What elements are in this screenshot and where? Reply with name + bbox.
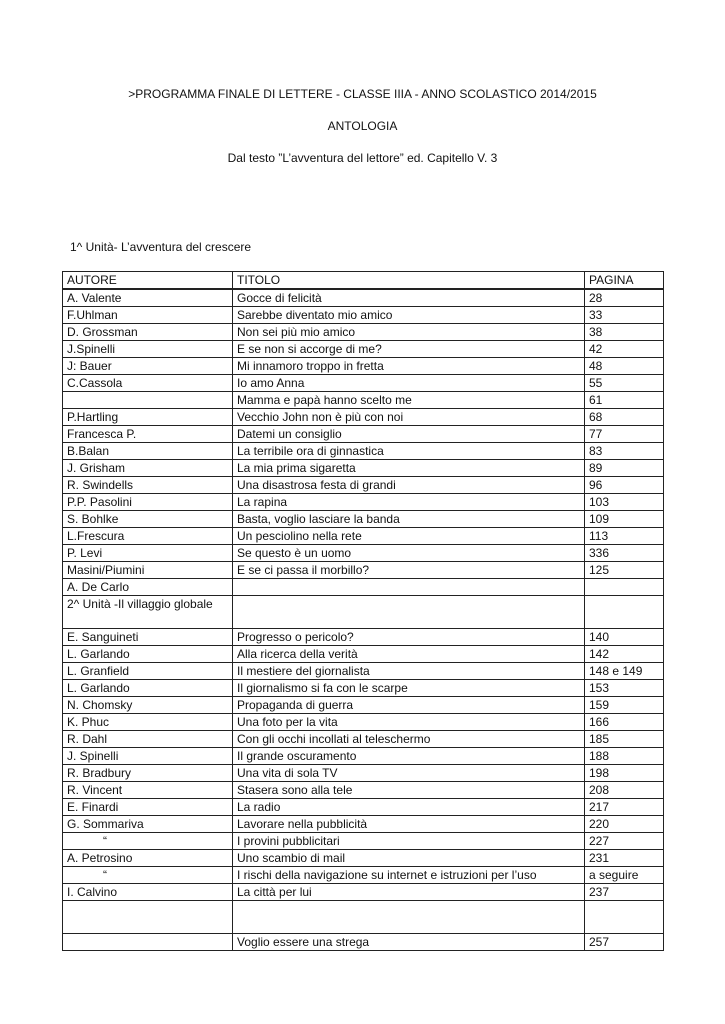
title-cell: I provini pubblicitari bbox=[233, 833, 585, 850]
page-cell: 208 bbox=[585, 782, 664, 799]
title-cell: Basta, voglio lasciare la banda bbox=[233, 511, 585, 528]
table-row bbox=[63, 833, 664, 850]
page-cell: 166 bbox=[585, 714, 664, 731]
author-cell: “ bbox=[63, 833, 233, 850]
author-cell: L. Garlando bbox=[63, 680, 233, 697]
title-cell: Voglio essere una strega bbox=[233, 934, 585, 951]
unit-title: 1^ Unità- L’avventura del crescere bbox=[70, 240, 252, 254]
author-cell bbox=[63, 901, 233, 934]
page-cell: 231 bbox=[585, 850, 664, 867]
table-row bbox=[63, 375, 664, 392]
page-cell: 55 bbox=[585, 375, 664, 392]
table-row bbox=[63, 494, 664, 511]
page-cell: 48 bbox=[585, 358, 664, 375]
page-cell: 142 bbox=[585, 646, 664, 663]
page-cell: 220 bbox=[585, 816, 664, 833]
column-header-author: AUTORE bbox=[63, 272, 233, 290]
author-cell: K. Phuc bbox=[63, 714, 233, 731]
page-cell: 153 bbox=[585, 680, 664, 697]
title-cell: La radio bbox=[233, 799, 585, 816]
title-cell: La città per lui bbox=[233, 884, 585, 901]
author-cell: R. Vincent bbox=[63, 782, 233, 799]
table-row bbox=[63, 579, 664, 596]
title-cell: Il mestiere del giornalista bbox=[233, 663, 585, 680]
subject-title: ANTOLOGIA bbox=[327, 119, 398, 133]
page-cell: 89 bbox=[585, 460, 664, 477]
page-cell: 109 bbox=[585, 511, 664, 528]
column-header-page: PAGINA bbox=[585, 272, 664, 290]
table-row bbox=[63, 443, 664, 460]
table-row bbox=[63, 477, 664, 494]
author-cell: E. Sanguineti bbox=[63, 629, 233, 646]
title-cell bbox=[233, 579, 585, 596]
page-cell: 188 bbox=[585, 748, 664, 765]
author-cell: I. Calvino bbox=[63, 884, 233, 901]
page-cell: a seguire bbox=[585, 867, 664, 884]
title-cell: E se ci passa il morbillo? bbox=[233, 562, 585, 579]
title-cell: Con gli occhi incollati al teleschermo bbox=[233, 731, 585, 748]
author-cell: L.Frescura bbox=[63, 528, 233, 545]
page-cell: 83 bbox=[585, 443, 664, 460]
page-cell bbox=[585, 579, 664, 596]
table-row bbox=[63, 629, 664, 646]
page-cell: 198 bbox=[585, 765, 664, 782]
author-cell bbox=[63, 392, 233, 409]
table-row bbox=[63, 663, 664, 680]
table-row bbox=[63, 426, 664, 443]
title-cell: Io amo Anna bbox=[233, 375, 585, 392]
title-cell: Se questo è un uomo bbox=[233, 545, 585, 562]
author-cell bbox=[63, 934, 233, 951]
page-cell bbox=[585, 901, 664, 934]
title-cell: Uno scambio di mail bbox=[233, 850, 585, 867]
title-cell: I rischi della navigazione su internet e istruzioni per l’uso bbox=[233, 867, 585, 884]
title-cell: Vecchio John non è più con noi bbox=[233, 409, 585, 426]
title-cell: Non sei più mio amico bbox=[233, 324, 585, 341]
author-cell: A. Petrosino bbox=[63, 850, 233, 867]
author-cell: 2^ Unità -Il villaggio globale bbox=[63, 596, 233, 629]
page-cell: 38 bbox=[585, 324, 664, 341]
author-cell: “ bbox=[63, 867, 233, 884]
table-row bbox=[63, 562, 664, 579]
table-row bbox=[63, 934, 664, 951]
author-cell: E. Finardi bbox=[63, 799, 233, 816]
title-cell: Mamma e papà hanno scelto me bbox=[233, 392, 585, 409]
title-cell: La rapina bbox=[233, 494, 585, 511]
author-cell: Masini/Piumini bbox=[63, 562, 233, 579]
title-cell: Una foto per la vita bbox=[233, 714, 585, 731]
table-row bbox=[63, 782, 664, 799]
page-cell: 77 bbox=[585, 426, 664, 443]
page-cell: 159 bbox=[585, 697, 664, 714]
table-row bbox=[63, 289, 664, 307]
title-cell: E se non si accorge di me? bbox=[233, 341, 585, 358]
author-cell: J.Spinelli bbox=[63, 341, 233, 358]
title-cell: La terribile ora di ginnastica bbox=[233, 443, 585, 460]
title-cell: Una vita di sola TV bbox=[233, 765, 585, 782]
table-row bbox=[63, 307, 664, 324]
page-cell: 113 bbox=[585, 528, 664, 545]
author-cell: S. Bohlke bbox=[63, 511, 233, 528]
title-cell: Il grande oscuramento bbox=[233, 748, 585, 765]
author-cell: N. Chomsky bbox=[63, 697, 233, 714]
title-cell: Progresso o pericolo? bbox=[233, 629, 585, 646]
author-cell: R. Bradbury bbox=[63, 765, 233, 782]
page-cell: 68 bbox=[585, 409, 664, 426]
author-cell: F.Uhlman bbox=[63, 307, 233, 324]
title-cell: Propaganda di guerra bbox=[233, 697, 585, 714]
table-row bbox=[63, 901, 664, 934]
title-cell bbox=[233, 901, 585, 934]
title-cell: Sarebbe diventato mio amico bbox=[233, 307, 585, 324]
title-cell: Un pesciolino nella rete bbox=[233, 528, 585, 545]
author-cell: R. Dahl bbox=[63, 731, 233, 748]
page-cell: 227 bbox=[585, 833, 664, 850]
table-row bbox=[63, 680, 664, 697]
title-cell: La mia prima sigaretta bbox=[233, 460, 585, 477]
page-cell: 257 bbox=[585, 934, 664, 951]
title-cell: Alla ricerca della verità bbox=[233, 646, 585, 663]
table-row bbox=[63, 714, 664, 731]
page-cell: 61 bbox=[585, 392, 664, 409]
author-cell: P. Levi bbox=[63, 545, 233, 562]
table-row bbox=[63, 528, 664, 545]
table-row bbox=[63, 646, 664, 663]
title-cell: Stasera sono alla tele bbox=[233, 782, 585, 799]
title-cell: Il giornalismo si fa con le scarpe bbox=[233, 680, 585, 697]
column-header-title: TITOLO bbox=[233, 272, 585, 290]
author-cell: C.Cassola bbox=[63, 375, 233, 392]
table-row bbox=[63, 596, 664, 629]
title-cell: Datemi un consiglio bbox=[233, 426, 585, 443]
title-cell: Una disastrosa festa di grandi bbox=[233, 477, 585, 494]
table-row bbox=[63, 511, 664, 528]
page-cell: 96 bbox=[585, 477, 664, 494]
author-cell: R. Swindells bbox=[63, 477, 233, 494]
author-cell: L. Granfield bbox=[63, 663, 233, 680]
table-row bbox=[63, 392, 664, 409]
table-row bbox=[63, 545, 664, 562]
title-cell: Mi innamoro troppo in fretta bbox=[233, 358, 585, 375]
page-cell bbox=[585, 596, 664, 629]
table-row bbox=[63, 409, 664, 426]
author-cell: L. Garlando bbox=[63, 646, 233, 663]
author-cell: J: Bauer bbox=[63, 358, 233, 375]
author-cell: Francesca P. bbox=[63, 426, 233, 443]
table-row bbox=[63, 850, 664, 867]
author-cell: B.Balan bbox=[63, 443, 233, 460]
author-cell: P.P. Pasolini bbox=[63, 494, 233, 511]
author-cell: G. Sommariva bbox=[63, 816, 233, 833]
table-row bbox=[63, 324, 664, 341]
table-row bbox=[63, 765, 664, 782]
author-cell: D. Grossman bbox=[63, 324, 233, 341]
textbook-line: Dal testo ”L’avventura del lettore” ed. Capitello V. 3 bbox=[227, 151, 498, 165]
author-cell: J. Spinelli bbox=[63, 748, 233, 765]
table-row bbox=[63, 867, 664, 884]
table-row bbox=[63, 816, 664, 833]
page-cell: 237 bbox=[585, 884, 664, 901]
table-row bbox=[63, 358, 664, 375]
author-cell: J. Grisham bbox=[63, 460, 233, 477]
page-cell: 33 bbox=[585, 307, 664, 324]
page-cell: 103 bbox=[585, 494, 664, 511]
readings-table bbox=[62, 271, 664, 951]
title-cell: Gocce di felicità bbox=[233, 289, 585, 307]
title-cell: Lavorare nella pubblicità bbox=[233, 816, 585, 833]
page-cell: 42 bbox=[585, 341, 664, 358]
table-row bbox=[63, 697, 664, 714]
page-cell: 125 bbox=[585, 562, 664, 579]
table-row bbox=[63, 460, 664, 477]
page-cell: 28 bbox=[585, 289, 664, 307]
page-cell: 148 e 149 bbox=[585, 663, 664, 680]
author-cell: P.Hartling bbox=[63, 409, 233, 426]
page-cell: 217 bbox=[585, 799, 664, 816]
table-row bbox=[63, 799, 664, 816]
author-cell: A. De Carlo bbox=[63, 579, 233, 596]
table-row bbox=[63, 884, 664, 901]
table-row bbox=[63, 341, 664, 358]
author-cell: A. Valente bbox=[63, 289, 233, 307]
page-cell: 140 bbox=[585, 629, 664, 646]
page-cell: 336 bbox=[585, 545, 664, 562]
title-cell bbox=[233, 596, 585, 629]
table-row bbox=[63, 748, 664, 765]
table-header-row bbox=[63, 272, 664, 290]
table-row bbox=[63, 731, 664, 748]
program-title: >PROGRAMMA FINALE DI LETTERE - CLASSE IIIA - ANNO SCOLASTICO 2014/2015 bbox=[128, 87, 597, 101]
page-cell: 185 bbox=[585, 731, 664, 748]
